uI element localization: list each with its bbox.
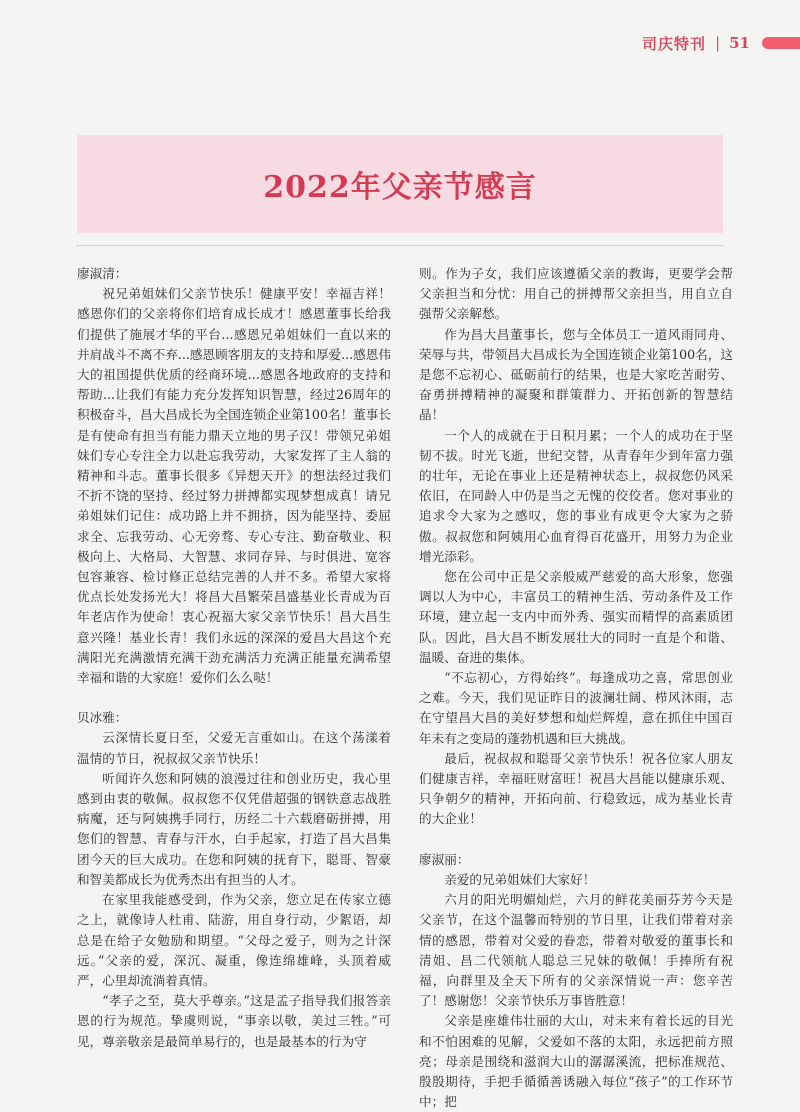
speaker-name: 廖淑清：	[77, 266, 128, 281]
left-column	[77, 264, 391, 1052]
header-accent-bar	[762, 37, 800, 49]
magazine-title: 司庆特刊	[642, 34, 707, 53]
paragraph: 在家里我能感受到，作为父亲，您立足在传家立德之上，就像诗人杜甫、陆游，用自身行动，少絮语，却总是在给子女勉励和期望。“父母之爱子，则为之计深远。”父亲的爱，深沉、凝重，像连绵雄峰，头顶着威严，心里却流淌着真情。	[77, 892, 391, 988]
paragraph: 云深情长夏日至，父爱无言重如山。在这个荡漾着温情的节日，祝叔叔父亲节快乐！	[77, 730, 391, 766]
paragraph: 则。作为子女，我们应该遵循父亲的教诲，更要学会帮父亲担当和分忧：用自己的拼搏帮父亲担当，用自立自强帮父亲解愁。	[419, 266, 733, 322]
speaker-name: 廖淑丽：	[419, 851, 470, 867]
speaker-name: 贝冰雅：	[77, 710, 128, 726]
title-banner	[77, 135, 723, 233]
paragraph: 听闻许久您和阿姨的浪漫过往和创业历史，我心里感到由衷的敬佩。叔叔您不仅凭借超强的钢铁意志战胜病魔，还与阿姨携手同行，历经二十六载磨砺拼搏，用您们的智慧、青春与汗水，白手起家，打造了昌大昌集团今天的巨大成功。在您和阿姨的抚育下，聪哥、智豪和智美都成长为优秀杰出有担当的人才。	[77, 770, 391, 887]
paragraph: 一个人的成就在于日积月累；一个人的成功在于坚韧不拔。时光飞逝，世纪交替，从青春年少到年富力强的壮年，无论在事业上还是精神状态上，叔叔您仍风采依旧，在同龄人中仍是当之无愧的佼佼者。您对事业的追求令大家为之感叹，您的事业有成更令大家为之骄傲。叔叔您和阿姨用心血育得百花盛开，用努力为企业增光添彩。	[419, 427, 733, 564]
paragraph: “孝子之至，莫大乎尊亲。”这是孟子指导我们报答亲恩的行为规范。挚虞则说，“事亲以敬，美过三牲。”可见，尊亲敬亲是最简单易行的，也是最基本的行为守	[77, 993, 391, 1049]
paragraph: “不忘初心，方得始终”。每逢成功之喜，常思创业之难。今天，我们见证昨日的波澜壮阔、栉风沐雨，志在守望昌大昌的美好梦想和灿烂辉煌，意在抓住中国百年未有之变局的蓬勃机遇和巨大挑战。	[419, 670, 733, 746]
article-title: 2022年父亲节感言	[263, 170, 537, 205]
paragraph: 您在公司中正是父亲般威严慈爱的高大形象，您强调以人为中心，丰富员工的精神生活、劳动条件及工作环境，建立起一支内中而外秀、强实而精悍的高素质团队。因此，昌大昌不断发展壮大的同时一直是个和谐、温暖、奋进的集体。	[419, 569, 733, 665]
paragraph: 父亲是座雄伟壮丽的大山，对未来有着长远的目光和不怕困难的见解，父爱如不落的太阳，永远把前方照亮；母亲是围绕和滋润大山的潺潺溪流，把标准规范、殷殷期待，手把手循循善诱融入每位“孩子”的工作环节中；把	[419, 1013, 733, 1110]
paragraph: 六月的阳光明媚灿烂，六月的鲜花美丽芬芳今天是父亲节，在这个温馨而特别的节日里，让我们带着对亲情的感恩，带着对父爱的眷恋，带着对敬爱的董事长和清姐、昌二代领航人聪总三兄妹的敬佩！手捧所有祝福，向群里及全天下所有的父亲深情说一声：您辛苦了！感谢您！父亲节快乐万事皆胜意！	[419, 892, 733, 1009]
dotted-divider	[77, 245, 723, 246]
paragraph: 祝兄弟姐妹们父亲节快乐！健康平安！幸福吉祥！感恩你们的父亲将你们培育成长成才！感恩董事长给我们提供了施展才华的平台...感恩兄弟姐妹们一直以来的并肩战斗不离不弃...感恩顾客朋友的支持和厚爱...感恩伟大的祖国提供优质的经商环境...感恩各地政府的支持和帮助...让我们有能力充分发挥知识智慧，经过26周年的积极奋斗，昌大昌成长为全国连锁企业第100名！董事长是有使命有担当有能力鼎天立地的男子汉！带领兄弟姐妹们专心专注全力以赴忘我劳动，大家发挥了主人翁的精神和斗志。董事长很多《异想天开》的想法经过我们不折不饶的坚持、经过努力拼搏都实现梦想成真！请兄弟姐妹们记住：成功路上并不拥挤，因为能坚持、委屈求全、忘我劳动、心无旁骛、专心专注、勤奋敬业、积极向上、大格局、大智慧、求同存异、与时俱进、宽容包容兼容、检讨修正总结完善的人并不多。希望大家将优点长处发扬光大！将昌大昌繁荣昌盛基业长青成为百年老店作为使命！衷心祝福大家父亲节快乐！昌大昌生意兴隆！基业长青！我们永远的深深的爱昌大昌这个充满阳光充满激情充满干劲充满活力充满正能量充满希望幸福和谐的大家庭！爱你们么么哒！	[77, 286, 391, 686]
right-column	[419, 264, 733, 1112]
paragraph: 作为昌大昌董事长，您与全体员工一道风雨同舟、荣辱与共，带领昌大昌成长为全国连锁企业第100名，这是您不忘初心、砥砺前行的结果，也是大家吃苦耐劳、奋勇拼搏精神的凝聚和群策群力、开拓创新的智慧结晶！	[419, 326, 733, 423]
page-header	[540, 28, 800, 58]
paragraph: 最后，祝叔叔和聪哥父亲节快乐！祝各位家人朋友们健康吉祥，幸福旺财富旺！祝昌大昌能以健康乐观、只争朝夕的精神，开拓向前、行稳致远，成为基业长青的大企业！	[419, 750, 733, 827]
paragraph: 亲爱的兄弟姐妹们大家好！	[444, 871, 596, 887]
header-separator: |	[715, 34, 721, 52]
page-number: 51	[729, 34, 750, 52]
